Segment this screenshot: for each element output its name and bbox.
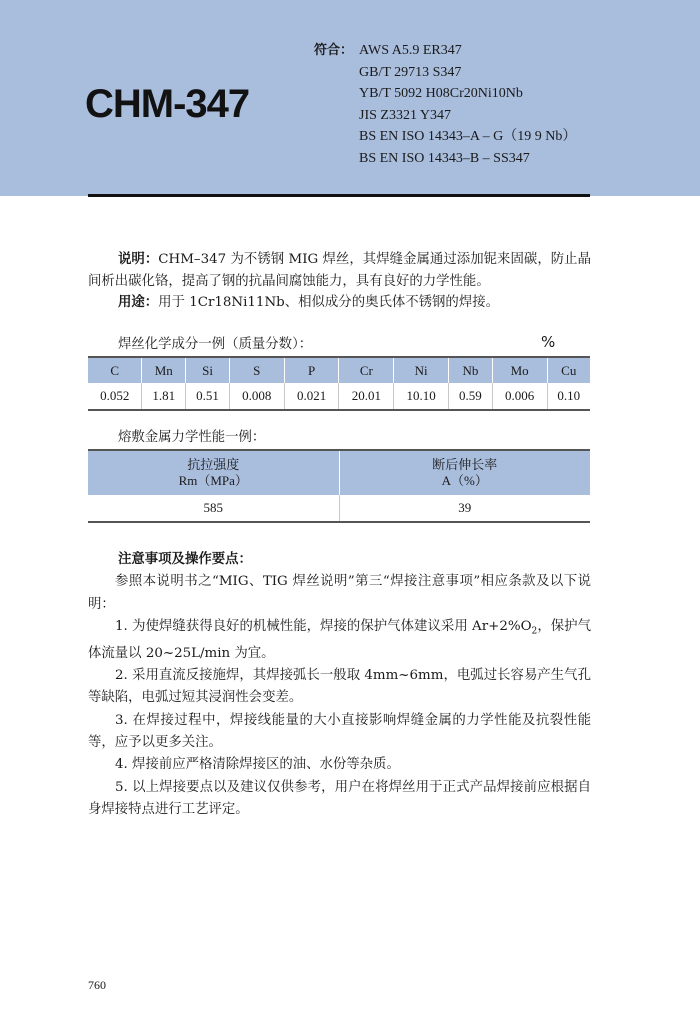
chem-header-cell: P — [284, 357, 339, 383]
table-row — [88, 383, 590, 410]
description-text: CHM–347 为不锈钢 MIG 焊丝，其焊缝金属通过添加铌来固碳，防止晶间析出碳化铬，提高了钢的抗晶间腐蚀能力，具有良好的力学性能。 — [88, 252, 592, 289]
notes-intro: 参照本说明书之“MIG、TIG 焊丝说明”第三“焊接注意事项”相应条款及以下说明： — [88, 574, 591, 612]
chem-value-cell: 10.10 — [394, 383, 449, 410]
chem-header-cell: C — [88, 357, 142, 383]
chem-value-cell: 0.10 — [547, 383, 590, 410]
notes-item-text: ，保护气体流量以 20~25L/min 为宜。 — [88, 618, 591, 661]
standard-item: AWS A5.9 ER347 — [359, 43, 462, 58]
mech-header-tensile — [88, 450, 339, 495]
standard-item: YB/T 5092 H08Cr20Ni10Nb — [359, 86, 523, 101]
notes-section — [88, 549, 591, 821]
usage-paragraph — [88, 292, 591, 314]
chem-header-cell: Si — [186, 357, 230, 383]
chem-header-cell: Mo — [492, 357, 547, 383]
chem-header-cell: Cu — [547, 357, 590, 383]
standard-item: BS EN ISO 14343–A – G（19 9 Nb） — [359, 129, 577, 144]
standard-item: BS EN ISO 14343–B – SS347 — [359, 150, 530, 166]
product-title: CHM-347 — [85, 82, 250, 126]
mech-header-line: A（%） — [441, 473, 488, 488]
chem-value-cell: 1.81 — [142, 383, 186, 410]
chem-value-cell: 0.51 — [186, 383, 230, 410]
chem-value-cell: 0.006 — [492, 383, 547, 410]
chem-value-cell: 0.008 — [229, 383, 284, 410]
mech-value-cell: 39 — [339, 495, 590, 522]
usage-label: 用途： — [118, 295, 159, 310]
notes-title: 注意事项及操作要点： — [118, 552, 252, 567]
page-number: 760 — [88, 978, 106, 992]
description-paragraph — [88, 249, 591, 293]
notes-item — [88, 616, 591, 665]
mech-header-elongation — [339, 450, 590, 495]
chem-header-cell: Nb — [449, 357, 493, 383]
notes-item: 4. 焊接前应严格清除焊接区的油、水份等杂质。 — [115, 757, 400, 773]
chem-header-cell: Mn — [142, 357, 186, 383]
notes-item-text: 1. 为使焊缝获得良好的机械性能，焊接的保护气体建议采用 Ar+2%O — [115, 618, 532, 634]
usage-text: 用于 1Cr18Ni11Nb、相似成分的奥氏体不锈钢的焊接。 — [158, 295, 499, 310]
mech-header-line: Rm（MPa） — [178, 473, 248, 488]
mechanical-title: 熔敷金属力学性能一例： — [118, 430, 266, 445]
standard-item: JIS Z3321 Y347 — [359, 107, 452, 123]
chemical-title: 焊丝化学成分一例（质量分数）： — [118, 337, 313, 352]
notes-item: 5. 以上焊接要点以及建议仅供参考，用户在将焊丝用于正式产品焊接前应根据自身焊接特点进行工艺评定。 — [88, 779, 591, 817]
notes-item-subscript: 2 — [531, 626, 538, 637]
chem-header-cell: Cr — [339, 357, 394, 383]
mech-value-cell: 585 — [88, 495, 339, 522]
mech-header-line: 抗拉强度 — [187, 457, 240, 472]
header-rule — [88, 194, 590, 197]
chemical-table — [88, 356, 590, 411]
chem-header-cell: S — [229, 357, 284, 383]
notes-item: 3. 在焊接过程中，焊接线能量的大小直接影响焊缝金属的力学性能及抗裂性能等，应予以更多关注。 — [88, 712, 591, 751]
chemical-unit: % — [541, 333, 556, 351]
standard-item: GB/T 29713 S347 — [359, 64, 462, 80]
chem-value-cell: 0.59 — [449, 383, 493, 410]
conformity-label: 符合： — [314, 43, 354, 58]
description-label: 说明： — [118, 252, 159, 267]
table-row — [88, 495, 590, 522]
chem-value-cell: 0.052 — [88, 383, 142, 410]
standards-list — [359, 40, 576, 169]
chem-value-cell: 0.021 — [284, 383, 339, 410]
mechanical-table — [88, 449, 590, 523]
mech-header-line: 断后伸长率 — [432, 457, 498, 472]
chem-value-cell: 20.01 — [339, 383, 394, 410]
chem-header-cell: Ni — [394, 357, 449, 383]
notes-item: 2. 采用直流反接施焊，其焊接弧长一般取 4mm~6mm，电弧过长容易产生气孔等缺陷，电弧过短其浸润性会变差。 — [88, 668, 591, 706]
